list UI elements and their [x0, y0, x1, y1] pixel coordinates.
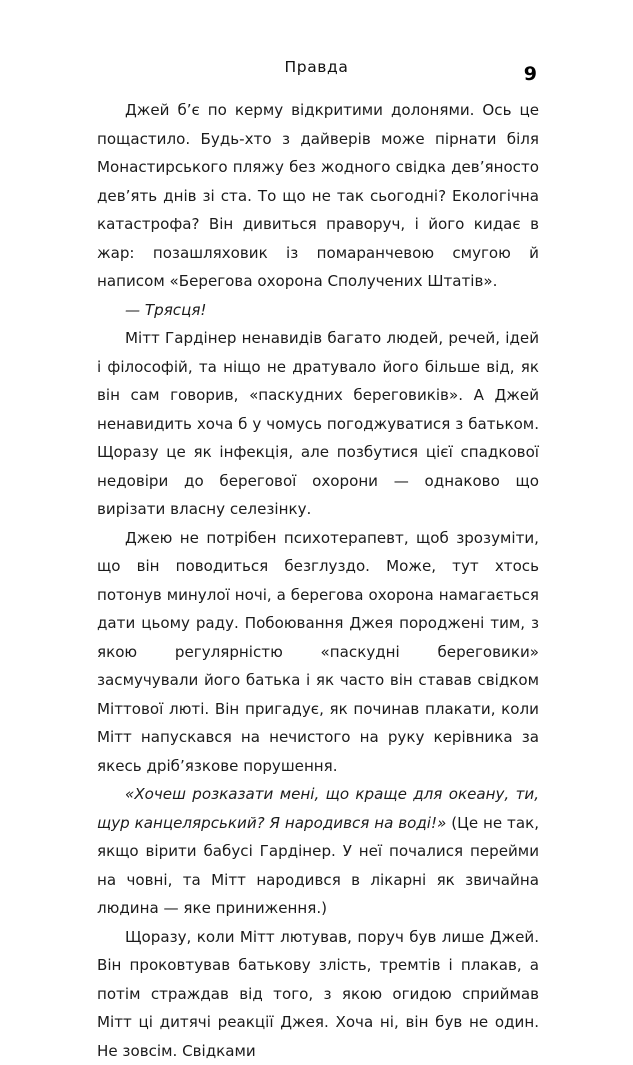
paragraph-6: Щоразу, коли Мітт лютував, поруч був лише Джей. Він проковтував батькову злість, тремтів і плакав, а потім страждав від того, з якою огидою сприймав Мітт ці дитячі реакції Джея. Хоча ні, він був не один. Не зовсім. Свідками: [97, 923, 539, 1065]
paragraph-2-dialogue: — Трясця!: [97, 296, 539, 325]
paragraph-1: Джей б’є по керму відкритими долонями. Ось це пощастило. Будь-хто з дайверів може пірнати біля Монастирського пляжу без жодного свідка дев’яносто дев’ять днів зі ста. То що не так сьогодні? Екологічна катастрофа? Він дивиться праворуч, і його кидає в жар: позашляховик із помаранчевою смугою й написом «Берегова охорона Сполучених Штатів».: [97, 96, 539, 296]
paragraph-5-rest: (Це не так, якщо вірити бабусі Гардінер. У неї почалися перейми на човні, та Мітт народився в лікарні як звичайна людина — яке приниження.): [97, 814, 539, 918]
page-number: 9: [524, 63, 537, 85]
running-title: Правда: [285, 58, 349, 76]
paragraph-4: Джею не потрібен психотерапевт, щоб зрозуміти, що він поводиться безглуздо. Може, тут хтось потонув минулої ночі, а берегова охорона намагається дати цьому раду. Побоювання Джея породжені тим, з якою регулярністю «паскудні береговики» засмучували його батька і як часто він ставав свідком Міттової люті. Він пригадує, як починав плакати, коли Мітт напускався на нечистого на руку керівника за якесь дріб’язкове порушення.: [97, 524, 539, 781]
paragraph-5: [97, 780, 539, 923]
paragraph-3: Мітт Гардінер ненавидів багато людей, речей, ідей і філософій, та ніщо не дратувало його більше від, як він сам говорив, «паскудних береговиків». А Джей ненавидить хоча б у чомусь погоджуватися з батьком. Щоразу це як інфекція, але позбутися цієї спадкової недовіри до берегової охорони — однаково що вирізати власну селезінку.: [97, 324, 539, 524]
page-header: [96, 58, 537, 84]
text-block: [97, 96, 539, 1065]
paragraph-5-quote: «Хочеш розказати мені, що краще для океану, ти, щур канцелярський? Я народився на воді!»: [97, 785, 539, 832]
